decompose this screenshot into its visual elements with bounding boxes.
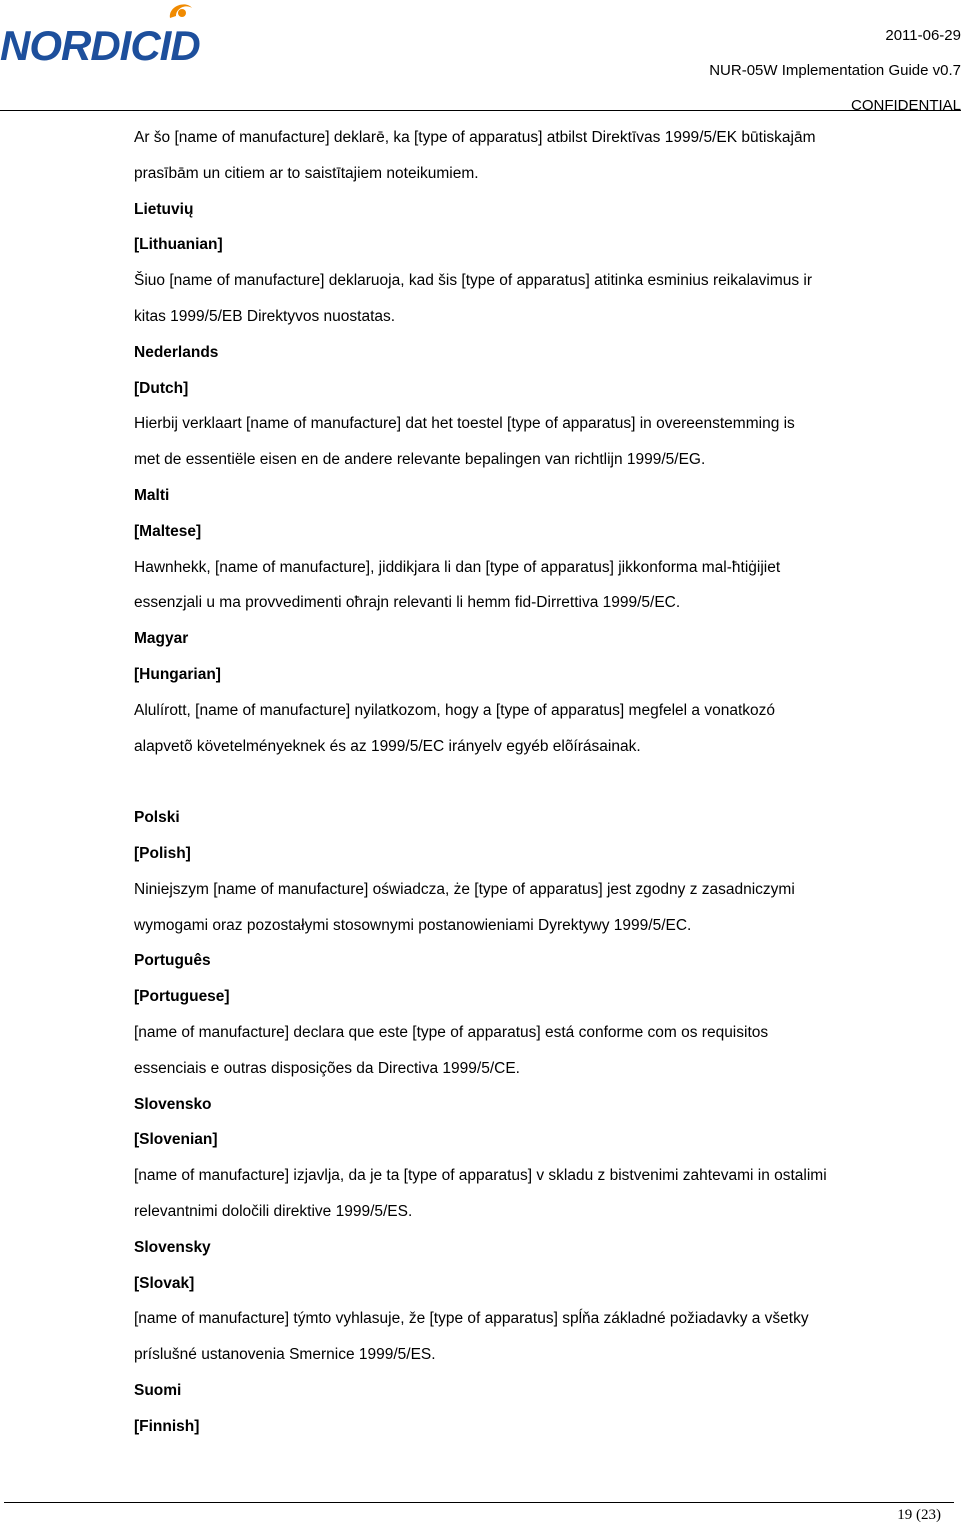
header-date: 2011-06-29 — [885, 27, 961, 44]
declaration-line: prasībām un citiem ar to saistītajiem noteikumiem. — [134, 164, 479, 182]
language-heading: [Portuguese] — [134, 988, 230, 1006]
declaration-line: príslušné ustanovenia Smernice 1999/5/ES. — [134, 1346, 436, 1364]
declaration-line: Ar šo [name of manufacture] deklarē, ka [type of apparatus] atbilst Direktīvas 1999/5/EK būtiskajām — [134, 129, 816, 146]
language-heading: Slovensky — [134, 1238, 211, 1256]
logo-text: NORDICID — [0, 22, 200, 66]
declaration-line: essenzjali u ma provvedimenti oħrajn relevanti li hemm fid-Dirrettiva 1999/5/EC. — [134, 594, 681, 612]
language-heading: Nederlands — [134, 343, 219, 361]
language-heading: [Maltese] — [134, 522, 202, 540]
footer-divider — [4, 1502, 954, 1503]
language-heading: Slovensko — [134, 1095, 212, 1113]
declaration-line: Alulírott, [name of manufacture] nyilatkozom, hogy a [type of apparatus] megfelel a vonatkozó — [134, 701, 776, 719]
declaration-line: [name of manufacture] izjavlja, da je ta [type of apparatus] v skladu z bistvenimi zahtevami in ostalimi — [134, 1167, 827, 1185]
declaration-line: Hawnhekk, [name of manufacture], jiddikjara li dan [type of apparatus] jikkonforma mal-ħtiġijiet — [134, 558, 781, 576]
document-header — [461, 18, 961, 123]
logo-dot-icon — [178, 9, 186, 17]
declaration-line: alapvetõ követelményeknek és az 1999/5/EC irányelv egyéb elõírásainak. — [134, 737, 641, 755]
declaration-line: relevantnimi določili direktive 1999/5/ES. — [134, 1202, 413, 1220]
declaration-line: essenciais e outras disposições da Directiva 1999/5/CE. — [134, 1059, 520, 1077]
language-heading: [Lithuanian] — [134, 236, 223, 254]
language-heading: Suomi — [134, 1381, 182, 1399]
language-heading: [Slovenian] — [134, 1131, 218, 1149]
declaration-line: [name of manufacture] týmto vyhlasuje, že [type of apparatus] spĺňa základné požiadavky a všetky — [134, 1310, 809, 1328]
language-heading: Magyar — [134, 630, 189, 648]
declaration-line: met de essentiële eisen en de andere relevante bepalingen van richtlijn 1999/5/EG. — [134, 451, 706, 469]
header-divider — [0, 110, 961, 111]
nordicid-logo — [0, 0, 230, 66]
declaration-line: Šiuo [name of manufacture] deklaruoja, kad šis [type of apparatus] atitinka esminius reikalavimus ir — [134, 272, 813, 290]
declaration-line: Niniejszym [name of manufacture] oświadcza, że [type of apparatus] jest zgodny z zasadniczymi — [134, 880, 795, 898]
header-classification: CONFIDENTIAL — [850, 97, 961, 114]
declaration-line: wymogami oraz pozostałymi stosownymi postanowieniami Dyrektywy 1999/5/EC. — [134, 916, 692, 934]
language-heading: Malti — [134, 486, 170, 504]
declaration-line: [name of manufacture] declara que este [type of apparatus] está conforme com os requisitos — [134, 1023, 769, 1041]
language-heading: [Dutch] — [134, 379, 189, 397]
language-heading: [Slovak] — [134, 1274, 195, 1292]
language-heading: [Polish] — [134, 844, 191, 862]
header-doc-title: NUR-05W Implementation Guide v0.7 — [709, 62, 961, 79]
language-heading: Português — [134, 952, 211, 970]
language-heading: [Hungarian] — [134, 665, 221, 683]
declaration-line: kitas 1999/5/EB Direktyvos nuostatas. — [134, 307, 396, 325]
document-body — [134, 120, 954, 1444]
language-heading: Lietuvių — [134, 200, 194, 218]
language-heading: Polski — [134, 809, 180, 827]
language-heading: [Finnish] — [134, 1417, 200, 1435]
blank-line — [134, 764, 954, 800]
page-number: 19 (23) — [897, 1507, 941, 1523]
declaration-line: Hierbij verklaart [name of manufacture] dat het toestel [type of apparatus] in overeenstemming is — [134, 415, 795, 433]
